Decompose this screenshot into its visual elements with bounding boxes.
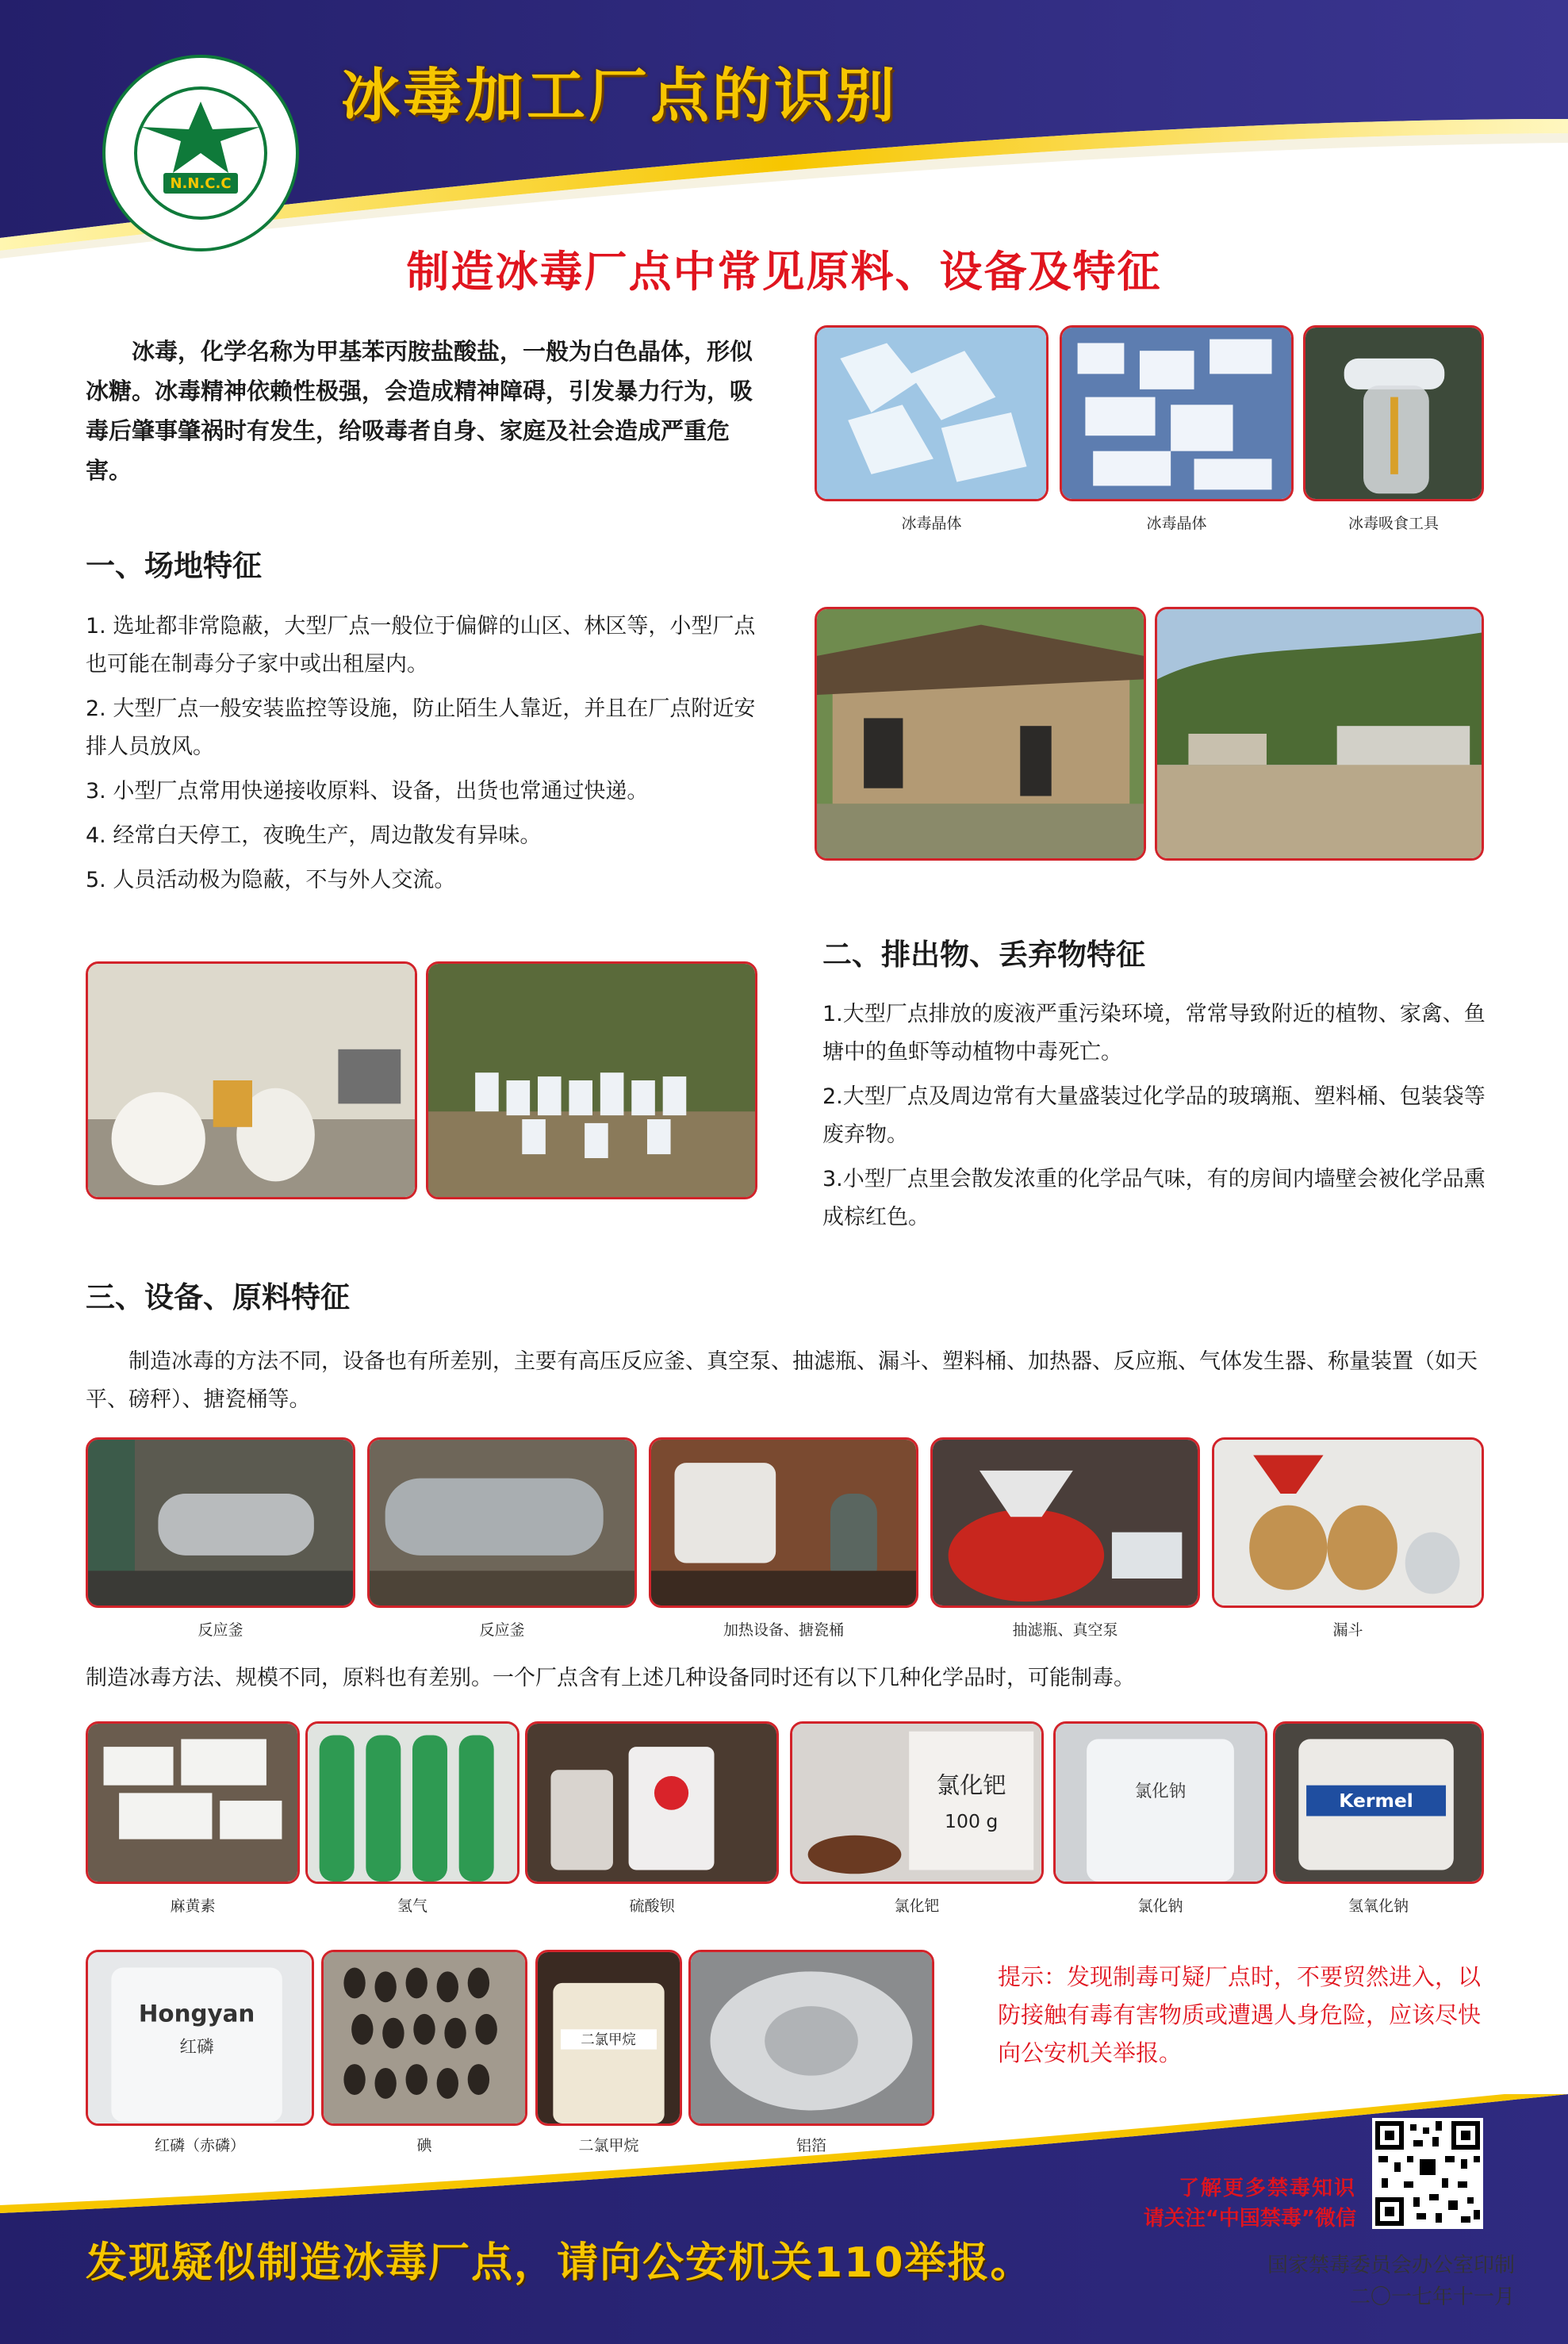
- photo-indoor-lab: [86, 961, 417, 1199]
- caption-heater: 加热设备、搪瓷桶: [723, 1621, 844, 1639]
- photo-meth-pipe: [1303, 325, 1484, 501]
- print-date: 二〇一七年十一月: [1349, 2285, 1515, 2309]
- photo-barium-sulfate: [525, 1721, 779, 1884]
- poster-title: 冰毒加工厂点的识别: [341, 62, 898, 130]
- photo-palladium-chloride: [790, 1721, 1044, 1884]
- photo-suction-flask-pump: [930, 1437, 1200, 1608]
- section3-paragraph-chemicals: 制造冰毒方法、规模不同，原料也有差别。一个厂点含有上述几种设备同时还有以下几种化学品时，可能制毒。: [86, 1666, 1135, 1690]
- caption-sodium-chloride: 氯化钠: [1137, 1897, 1183, 1915]
- caption-barium-sulfate: 硫酸钡: [629, 1897, 675, 1915]
- photo-hydrogen-cylinders: [305, 1721, 519, 1884]
- warning-hint: 提示：发现制毒可疑厂点时，不要贸然进入，以防接触有毒有害物质或遭遇人身危险，应该尽快向公安机关举报。: [998, 1963, 1482, 2066]
- photo-heater-enamel-bucket: [649, 1437, 918, 1608]
- photo-reactor-2: [367, 1437, 637, 1608]
- qr-caption-1: 了解更多禁毒知识: [1178, 2177, 1356, 2200]
- photo-site-farmhouse: [815, 607, 1146, 861]
- hongyan-label-text: Hongyan: [138, 2000, 255, 2028]
- list-item: 2.大型厂点及周边常有大量盛装过化学品的玻璃瓶、塑料桶、包装袋等废弃物。: [822, 1084, 1486, 1147]
- sodium-chloride-label-text: 氯化钠: [1134, 1782, 1187, 1802]
- photo-funnel: [1212, 1437, 1484, 1608]
- list-item: 4. 经常白天停工，夜晚生产，周边散发有异味。: [86, 823, 542, 848]
- report-slogan: 发现疑似制造冰毒厂点，请向公安机关110举报。: [86, 2239, 1033, 2287]
- caption-sodium-hydroxide: 氢氧化钠: [1348, 1897, 1409, 1915]
- caption-hydrogen: 氢气: [397, 1897, 427, 1915]
- caption-funnel: 漏斗: [1332, 1621, 1363, 1639]
- caption-aluminum-foil: 铝箔: [796, 2137, 826, 2154]
- section3-paragraph-equipment: 制造冰毒的方法不同，设备也有所差别，主要有高压反应釜、真空泵、抽滤瓶、漏斗、塑料桶、加热器、反应瓶、气体发生器、称量装置（如天平、磅秤）、搪瓷桶等。: [86, 1349, 1478, 1412]
- caption-meth-crystal-2: 冰毒晶体: [1146, 515, 1207, 532]
- section2-title: 二、排出物、丢弃物特征: [822, 938, 1145, 972]
- caption-palladium-chloride: 氯化钯: [894, 1897, 940, 1915]
- photo-reactor-1: [86, 1437, 355, 1608]
- caption-meth-pipe: 冰毒吸食工具: [1348, 515, 1439, 532]
- list-item: 1.大型厂点排放的废液严重污染环境，常常导致附近的植物、家禽、鱼塘中的鱼虾等动植物中毒死亡。: [822, 1002, 1486, 1065]
- svg-text:N.N.C.C: N.N.C.C: [170, 175, 232, 192]
- photo-sodium-chloride: [1053, 1721, 1267, 1884]
- palladium-label-text: 氯化钯: [936, 1771, 1006, 1799]
- poster-subtitle: 制造冰毒厂点中常见原料、设备及特征: [406, 247, 1162, 297]
- caption-ephedrine: 麻黄素: [170, 1897, 216, 1915]
- photo-discarded-bottles: [426, 961, 757, 1199]
- caption-reactor-2: 反应釜: [479, 1621, 525, 1639]
- nncc-logo: [102, 54, 300, 252]
- list-item: 3.小型厂点里会散发浓重的化学品气味，有的房间内墙壁会被化学品熏成棕红色。: [822, 1167, 1486, 1230]
- photo-sodium-hydroxide: [1273, 1721, 1484, 1884]
- caption-iodine: 碘: [416, 2137, 432, 2154]
- qr-caption-2: 请关注“中国禁毒”微信: [1143, 2207, 1356, 2231]
- photo-ephedrine: [86, 1721, 300, 1884]
- caption-meth-crystal-1: 冰毒晶体: [901, 515, 962, 532]
- list-item: 5. 人员活动极为隐蔽，不与外人交流。: [86, 868, 456, 892]
- section1-list: [86, 608, 764, 906]
- dichloromethane-label-text: 二氯甲烷: [581, 2031, 636, 2048]
- kermel-label-text: Kermel: [1339, 1789, 1413, 1812]
- wechat-qr-code[interactable]: [1372, 2118, 1483, 2229]
- photo-meth-crystal-1: [815, 325, 1049, 501]
- section3-title: 三、设备、原料特征: [86, 1280, 350, 1314]
- palladium-label-sub: 100 g: [945, 1810, 999, 1833]
- caption-reactor-1: 反应釜: [197, 1621, 243, 1639]
- caption-red-phosphorus: 红磷（赤磷）: [154, 2137, 245, 2154]
- photo-site-hillside: [1155, 607, 1484, 861]
- section2-list: [822, 996, 1493, 1243]
- hongyan-label-sub: 红磷: [179, 2037, 214, 2058]
- list-item: 1. 选址都非常隐蔽，大型厂点一般位于偏僻的山区、林区等，小型厂点也可能在制毒分子家中或出租屋内。: [86, 614, 756, 677]
- section1-title: 一、场地特征: [86, 549, 262, 583]
- intro-paragraph: 冰毒，化学名称为甲基苯丙胺盐酸盐，一般为白色晶体，形似冰糖。冰毒精神依赖性极强，会造成精神障碍，引发暴力行为，吸毒后肇事肇祸时有发生，给吸毒者自身、家庭及社会造成严重危害。: [86, 338, 753, 484]
- list-item: 2. 大型厂点一般安装监控等设施，防止陌生人靠近，并且在厂点附近安排人员放风。: [86, 696, 756, 759]
- list-item: 3. 小型厂点常用快递接收原料、设备，出货也常通过快递。: [86, 779, 649, 804]
- printer-credit: 国家禁毒委员会办公室印制: [1267, 2254, 1515, 2277]
- caption-dichloromethane: 二氯甲烷: [578, 2137, 639, 2154]
- caption-suction-flask: 抽滤瓶、真空泵: [1012, 1621, 1118, 1639]
- photo-meth-crystal-2: [1060, 325, 1294, 501]
